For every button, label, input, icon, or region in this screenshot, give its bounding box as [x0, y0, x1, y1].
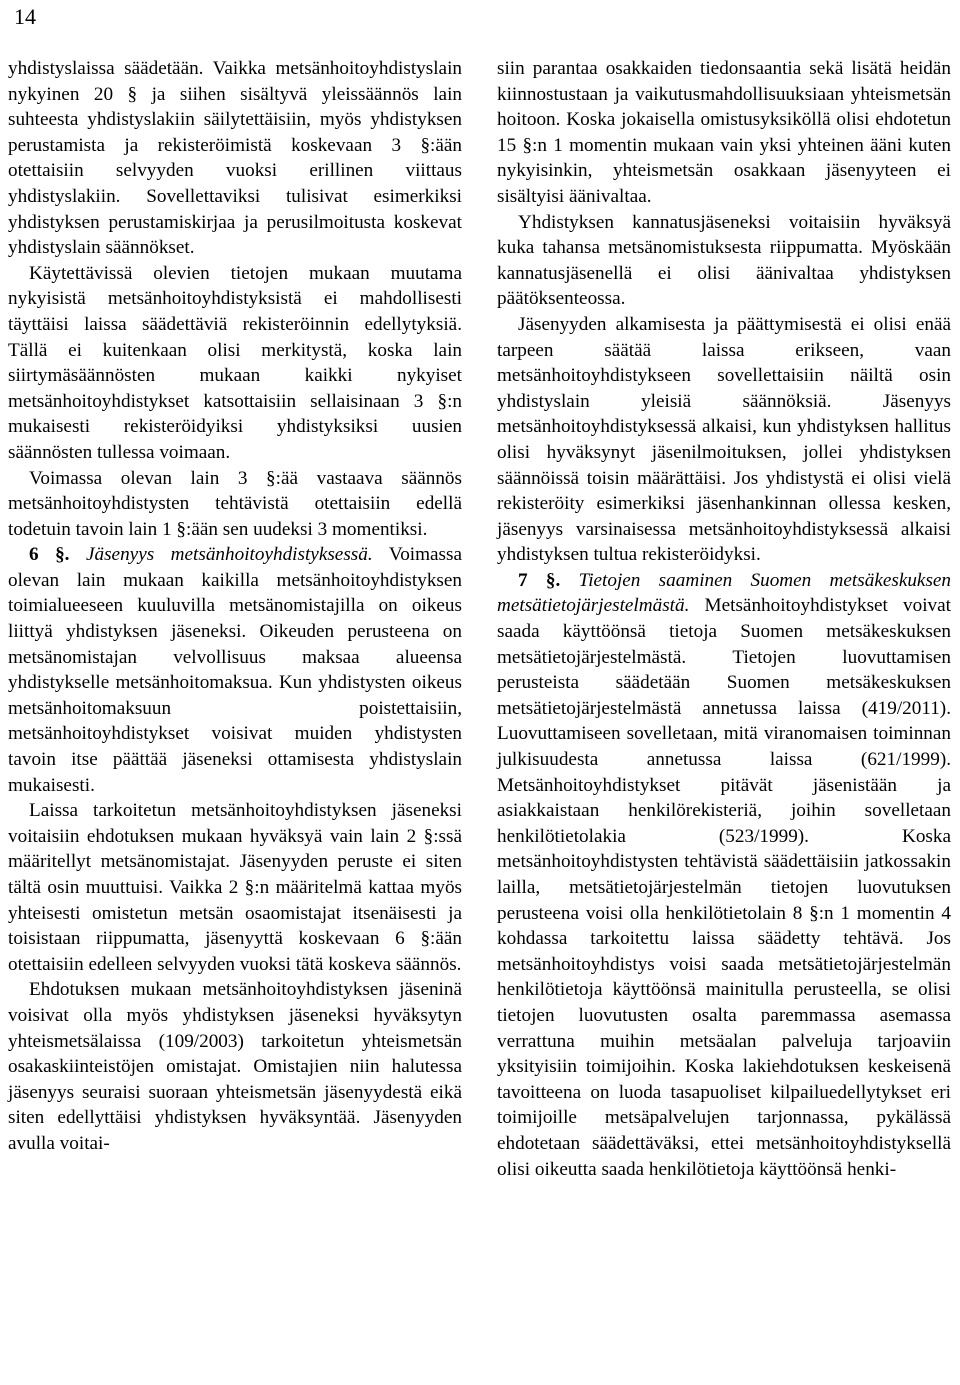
section-title: Jäsenyys metsänhoitoyhdistyksessä. — [85, 544, 373, 566]
paragraph: Jäsenyyden alkamisesta ja päättymisestä ei olisi enää tarpeen säätää laissa erikseen, vaan metsänhoitoyhdistykseen sovellettaisiin näiltä osin yhdistyslain yleisiä säännöksiä. Jäsenyys metsänhoitoyhdistyksessä alkaisi, kun yhdistyksen hallitus olisi hyväksynyt jäsenilmoituksen, jollei yhdistyksen säännöissä toisin määrättäisi. Jos yhdistystä ei olisi vielä rekisteröity esimerkiksi jäsenhankinnan ollessa kesken, jäsenyys varsinaisessa metsänhoitoyhdistyksessä alkaisi yhdistyksen tultua rekisteröidyksi. — [497, 313, 951, 566]
section-6-paragraph — [8, 542, 462, 798]
paragraph: siin parantaa osakkaiden tiedonsaantia sekä lisätä heidän kiinnostustaan ja vaikutusmahdollisuuksiaan yhteismetsän hoitoon. Koska jokaisella omistusyksiköllä olisi ehdotetun 15 §:n 1 momentin mukaan vain yksi yhteinen ääni kuten nykyisinkin, yhteismetsän osakkaan jäsenyyteen ei sisältyisi äänivaltaa. — [497, 58, 951, 207]
section-7-paragraph — [497, 568, 951, 1182]
paragraph: Laissa tarkoitetun metsänhoitoyhdistyksen jäseneksi voitaisiin ehdotuksen mukaan hyväksyä vain lain 2 §:ssä määritellyt metsänomistajat. Jäsenyyden peruste ei siten tältä osin muuttuisi. Vaikka 2 §:n määritelmä kattaa myös yhteisesti omistetun metsän osaomistajat itsenäisesti ja toisistaan riippumatta, jäsenyyttä koskevaan 6 §:ään otettaisiin edelleen selvyyden vuoksi tätä koskeva säännös. — [8, 800, 462, 975]
paragraph: yhdistyslaissa säädetään. Vaikka metsänhoitoyhdistyslain nykyinen 20 § ja siihen sisältyvä yleissäännös lain suhteesta yhdistyslakiin säilytettäisiin, myös yhdistyksen perustamista ja rekisteröimistä koskevaan 3 §:ään otettaisiin selvyyden vuoksi erillinen viittaus yhdistyslakiin. Sovellettaviksi tulisivat esimerkiksi yhdistyksen perustamiskirjaa ja perusilmoitusta koskevat yhdistyslain säännökset. — [8, 58, 462, 259]
section-number: 6 §. — [29, 544, 70, 566]
page-number: 14 — [14, 4, 36, 29]
section-number: 7 §. — [518, 569, 561, 591]
paragraph: Ehdotuksen mukaan metsänhoitoyhdistyksen jäseninä voisivat olla myös yhdistyksen jäseneksi hyväksytyn yhteismetsälaissa (109/2003) tarkoitetun yhteismetsän osakaskiinteistöjen omistajat. Omistajien niin halutessa jäsenyys seuraisi suoraan yhteismetsän jäsenyydestä eikä siten edellyttäisi yhdistyksen hyväksyntää. Jäsenyyden avulla voitai- — [8, 979, 462, 1154]
paragraph: Voimassa olevan lain 3 §:ää vastaava säännös metsänhoitoyhdistysten tehtävistä otettaisiin edellä todetuin tavoin lain 1 §:ään sen uudeksi 3 momentiksi. — [8, 467, 462, 540]
paragraph: Käytettävissä olevien tietojen mukaan muutama nykyisistä metsänhoitoyhdistyksistä ei mahdollisesti täyttäisi laissa säädettäviä rekisteröinnin edellytyksiä. Tällä ei kuitenkaan olisi merkitystä, koska lain siirtymäsäännösten mukaan kaikki nykyiset metsänhoitoyhdistykset katsottaisiin sellaisinaan 3 §:n mukaisesti rekisteröidyiksi yhdistyksiksi uusien säännösten tullessa voimaan. — [8, 262, 462, 463]
section-title: Tietojen saaminen Suomen metsäkeskuksen metsätietojärjestelmästä. — [497, 569, 952, 617]
section-text: Metsänhoitoyhdistykset voivat saada käyttöönsä tietoja Suomen metsäkeskuksen metsätietojärjestelmästä. Tietojen luovuttamisen perusteista säädetään Suomen metsäkeskuksen metsätietojärjestelmästä annetussa laissa (419/2011). Luovuttamiseen sovelletaan, mitä viranomaisen toiminnan julkisuudesta annetussa laissa (621/1999). Metsänhoitoyhdistykset pitävät jäsenistään ja asiakkaistaan henkilörekisteriä, joihin sovelletaan henkilötietolakia (523/1999). Koska metsänhoitoyhdistysten tehtävistä säädettäisiin jatkossakin lailla, metsätietojärjestelmän tietojen luovutuksen perusteena voisi olla henkilötietolain 8 §:n 1 momentin 4 kohdassa tarkoitettu laissa säädetty tehtävä. Jos metsänhoitoyhdistys voisi saada metsätietojärjestelmän henkilötietoja käyttöönsä mainitulla perusteella, se olisi tietojen luovutusten osalta paremmassa asemassa verrattuna muihin metsäalan palveluja tarjoaviin yksityisiin toimijoihin. Koska lakiehdotuksen keskeisenä tavoitteena on luoda tasapuoliset kilpailuedellytykset eri toimijoille metsäpalvelujen tarjonnassa, pykälässä ehdotetaan säädettäväksi, ettei metsänhoitoyhdistyksellä olisi oikeutta saada henkilötietoja käyttöönsä henki- — [497, 595, 951, 1180]
paragraph: Yhdistyksen kannatusjäseneksi voitaisiin hyväksyä kuka tahansa metsänomistuksesta riippumatta. Myöskään kannatusjäsenellä ei olisi äänivaltaa yhdistyksen päätöksenteossa. — [497, 211, 951, 310]
right-column — [497, 56, 951, 1182]
left-column — [8, 56, 462, 1157]
section-text: Voimassa olevan lain mukaan kaikilla metsänhoitoyhdistyksen toimialueeseen kuuluvilla metsänomistajilla on oikeus liittyä yhdistyksen jäseneksi. Oikeuden perusteena on metsänomistajan velvollisuus maksaa alueensa yhdistykselle metsänhoitomaksua. Kun yhdistysten oikeus metsänhoitomaksuun poistettaisiin, metsänhoitoyhdistykset voisivat muiden yhdistysten tavoin itse päättää jäseneksi ottamisesta yhdistyslain mukaisesti. — [8, 544, 463, 796]
